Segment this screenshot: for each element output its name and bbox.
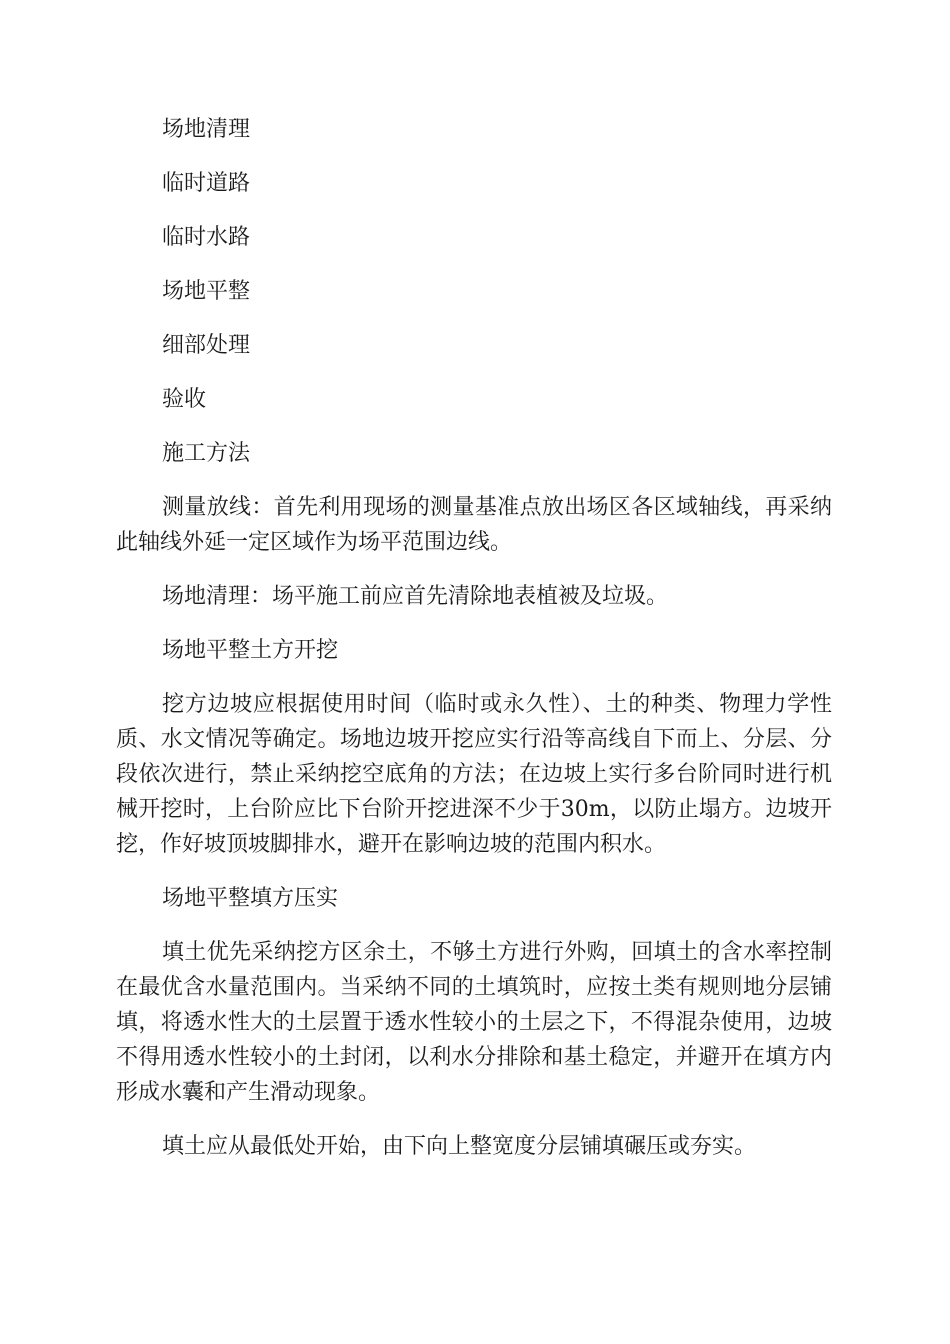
item-acceptance: 验收	[162, 387, 207, 412]
document-content	[116, 112, 832, 1183]
paragraph-clearing: 场地清理：场平施工前应首先清除地表植被及垃圾。	[162, 584, 669, 609]
paragraph-survey: 测量放线：首先利用现场的测量基准点放出场区各区域轴线，再采纳此轴线外延一定区域作为场平范围边线。	[116, 495, 832, 555]
item-site-clearing: 场地清理	[162, 117, 251, 142]
item-construction-method: 施工方法	[162, 441, 251, 466]
section-heading-fill: 场地平整填方压实	[162, 886, 339, 911]
paragraph-excavation: 挖方边坡应根据使用时间（临时或永久性）、土的种类、物理力学性质、水文情况等确定。场地边坡开挖应实行沿等高线自下而上、分层、分段依次进行，禁止采纳挖空底角的方法；在边坡上实行多台阶同时进行机械开挖时，上台阶应比下台阶开挖进深不少于30m，以防止塌方。边坡开挖，作好坡顶坡脚排水，避开在影响边坡的范围内积水。	[116, 692, 832, 857]
item-detail-treatment: 细部处理	[162, 333, 251, 358]
paragraph-fill-order: 填土应从最低处开始，由下向上整宽度分层铺填碾压或夯实。	[162, 1134, 757, 1159]
item-temporary-water-line: 临时水路	[162, 225, 251, 250]
item-site-leveling: 场地平整	[162, 279, 251, 304]
paragraph-fill: 填土优先采纳挖方区余土，不够土方进行外购，回填土的含水率控制在最优含水量范围内。当采纳不同的土填筑时，应按土类有规则地分层铺填，将透水性大的土层置于透水性较小的土层之下，不得混杂使用，边坡不得用透水性较小的土封闭，以利水分排除和基土稳定，并避开在填方内形成水囊和产生滑动现象。	[116, 940, 832, 1105]
section-heading-excavation: 场地平整土方开挖	[162, 638, 339, 663]
item-temporary-road: 临时道路	[162, 171, 251, 196]
